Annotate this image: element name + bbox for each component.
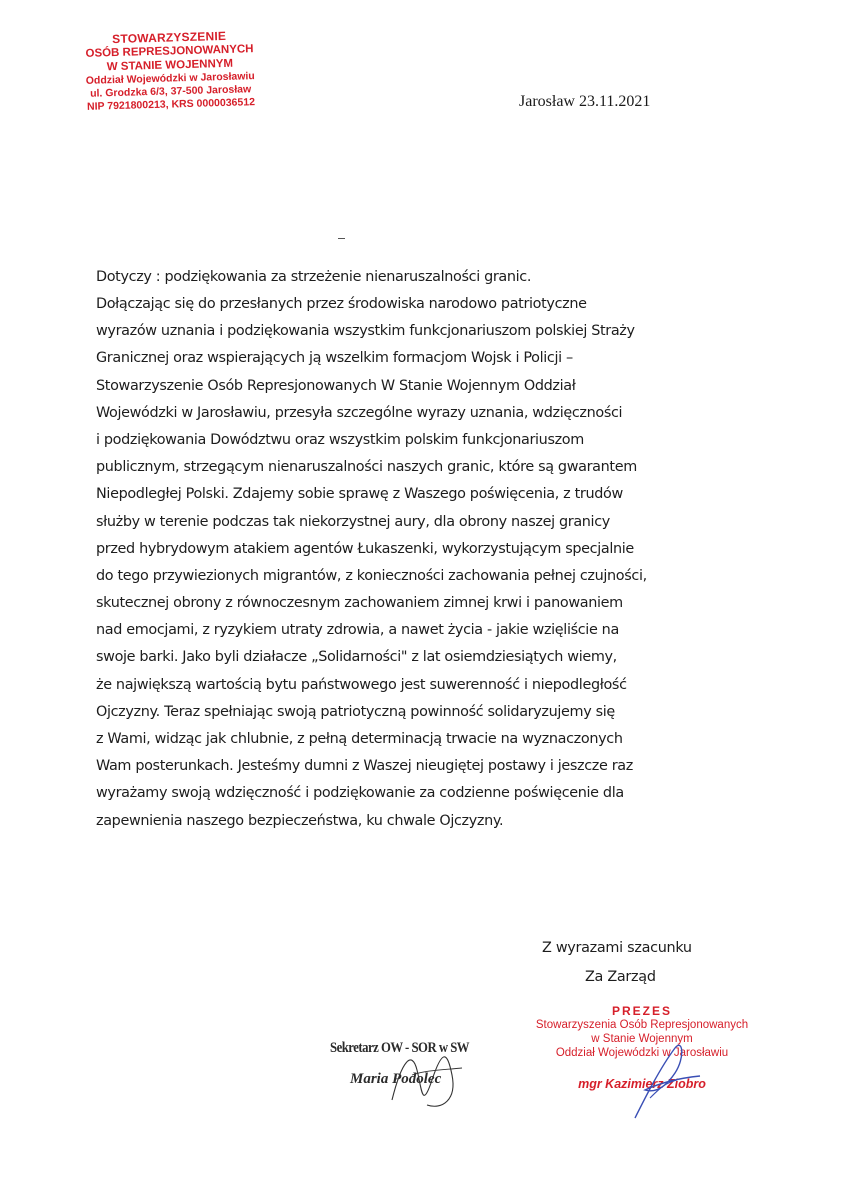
president-name: mgr Kazimierz Ziobro — [578, 1077, 706, 1091]
body-line: Dołączając się do przesłanych przez środowiska narodowo patriotyczne — [96, 296, 587, 312]
letter-date: Jarosław 23.11.2021 — [519, 93, 651, 110]
body-line: z Wami, widząc jak chlubnie, z pełną determinacją trwacie na wyznaczonych — [96, 731, 623, 747]
body-line: Granicznej oraz wspierających ją wszelkim formacjom Wojsk i Policji – — [96, 350, 573, 367]
body-line: przed hybrydowym atakiem agentów Łukaszenki, wykorzystującym specjalnie — [96, 540, 634, 557]
body-line: Niepodległej Polski. Zdajemy sobie sprawę z Waszego poświęcenia, z trudów — [96, 486, 623, 503]
body-line: zapewnienia naszego bezpieczeństwa, ku chwale Ojczyzny. — [96, 812, 504, 829]
secretary-stamp — [330, 1040, 490, 1088]
body-line: publicznym, strzegącym nienaruszalności naszych granic, które są gwarantem — [96, 459, 637, 476]
president-org-line: Stowarzyszenia Osób Represjonowanych — [535, 1019, 749, 1031]
stamp-line-org: STOWARZYSZENIE — [112, 28, 227, 47]
stamp-line-tax-ids: NIP 7921800213, KRS 0000036512 — [86, 96, 256, 113]
letter-closing — [542, 934, 742, 992]
president-stamp — [512, 1004, 772, 1093]
body-line: i podziękowania Dowództwu oraz wszystkim polskim funkcjonariuszom — [96, 431, 584, 448]
letter-subject: Dotyczy : podziękowania za strzeżenie nienaruszalności granic. — [96, 269, 532, 285]
scan-mark — [338, 238, 345, 239]
stamp-line-address: ul. Grodzka 6/3, 37-500 Jarosław — [89, 83, 252, 100]
secretary-name: Maria Podolec — [350, 1071, 442, 1087]
body-line: wyrazów uznania i podziękowania wszystkim funkcjonariuszom polskiej Straży — [96, 323, 635, 340]
president-title: PREZES — [611, 1004, 672, 1018]
body-line: skutecznej obrony z równoczesnym zachowaniem zimnej krwi i panowaniem — [96, 595, 623, 612]
closing-on-behalf: Za Zarząd — [585, 969, 656, 985]
president-org-line-3: Oddział Wojewódzki w Jarosławiu — [555, 1047, 729, 1059]
body-line: Wojewódzki w Jarosławiu, przesyła szczególne wyrazy uznania, wdzięczności — [96, 404, 623, 421]
secretary-title: Sekretarz OW - SOR w SW — [330, 1040, 470, 1056]
stamp-line-branch: Oddział Wojewódzki w Jarosławiu — [85, 70, 255, 87]
body-line: swoje barki. Jako byli działacze „Solidarności" z lat osiemdziesiątych wiemy, — [96, 649, 617, 666]
body-line: służby w terenie podczas tak niekorzystnej aury, dla obrony naszej granicy — [96, 513, 610, 530]
stamp-line-org-2: OSÓB REPRESJONOWANYCH — [85, 43, 254, 60]
closing-salutation: Z wyrazami szacunku — [542, 940, 692, 956]
letter-body — [96, 291, 796, 835]
stamp-line-org-3: W STANIE WOJENNYM — [106, 57, 234, 74]
body-line: że największą wartością bytu państwowego jest suwerenność i niepodległość — [96, 676, 627, 693]
body-line: nad emocjami, z ryzykiem utraty zdrowia, a nawet życia - jakie wzięliście na — [96, 622, 619, 639]
body-line: wyrażamy swoją wdzięczność i podziękowanie za codzienne poświęcenie dla — [96, 785, 624, 802]
body-line: Ojczyzny. Teraz spełniając swoją patriotyczną powinność solidaryzujemy się — [96, 703, 615, 720]
body-line: do tego przywiezionych migrantów, z konieczności zachowania pełnej czujności, — [96, 567, 647, 584]
body-line: Wam posterunkach. Jesteśmy dumni z Waszej nieugiętej postawy i jeszcze raz — [96, 758, 633, 775]
body-line: Stowarzyszenie Osób Represjonowanych W Stanie Wojennym Oddział — [96, 377, 576, 394]
president-org-line-2: w Stanie Wojennym — [591, 1033, 693, 1045]
organization-stamp — [44, 27, 296, 115]
